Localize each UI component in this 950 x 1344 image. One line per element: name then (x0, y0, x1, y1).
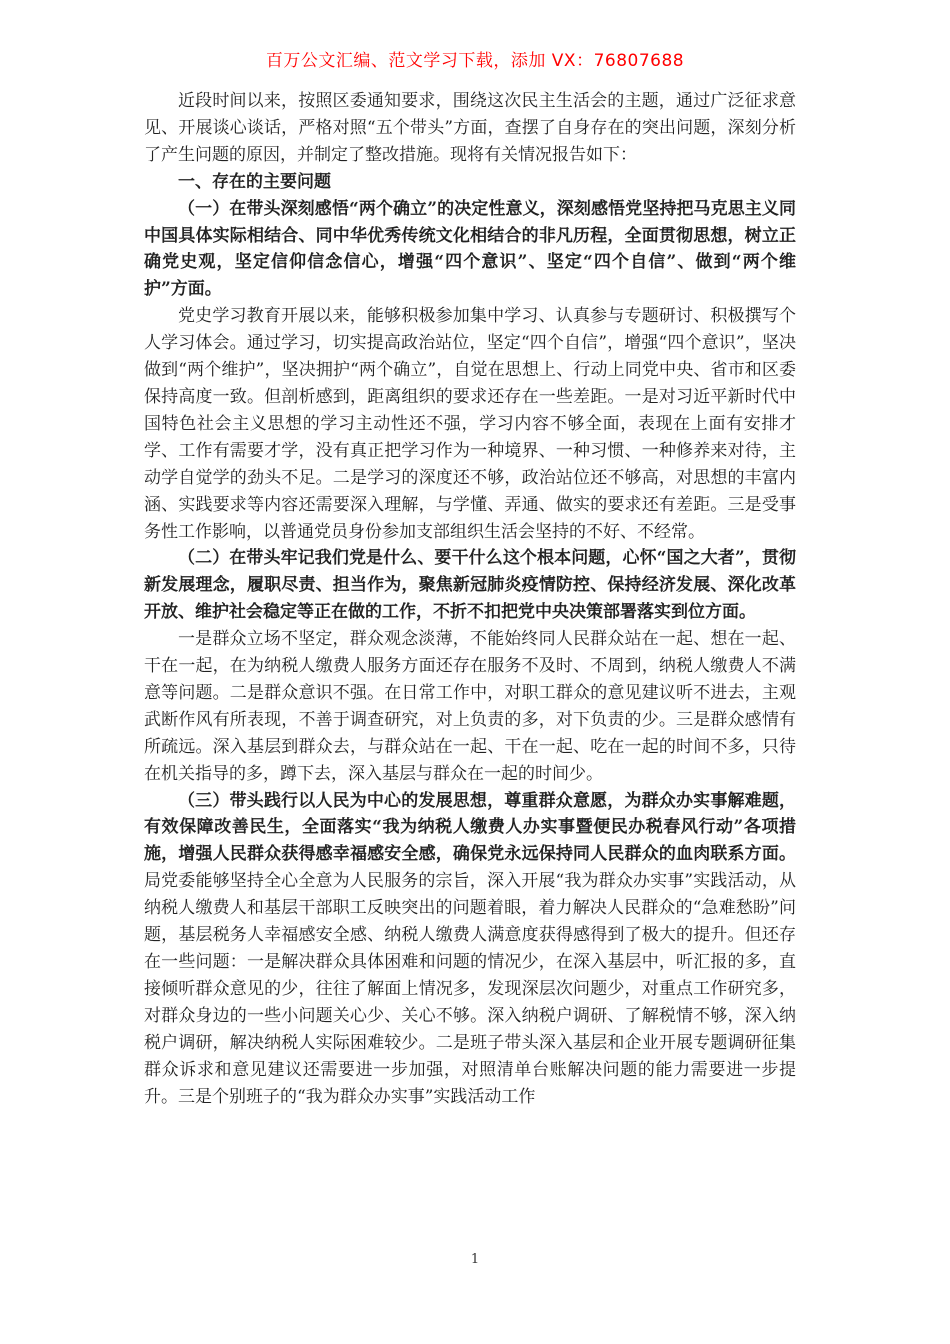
watermark-header: 百万公文汇编、范文学习下载，添加 VX：76807688 (265, 51, 685, 71)
page-number: 1 (470, 1252, 480, 1267)
subsection-1-body: 党史学习教育开展以来，能够积极参加集中学习、认真参与专题研讨、积极撰写个人学习体会。通过学习，切实提高政治站位，坚定“四个自信”，增强“四个意识”，坚决做到“两个维护”，坚决拥护“两个确立”，自觉在思想上、行动上同党中央、省市和区委保持高度一致。但剖析感到，距离组织的要求还存在一些差距。一是对习近平新时代中国特色社会主义思想的学习主动性还不强，学习内容不够全面，表现在上面有安排才学、工作有需要才学，没有真正把学习作为一种境界、一种习惯、一种修养来对待，主动学自觉学的劲头不足。二是学习的深度还不够，政治站位还不够高，对思想的丰富内涵、实践要求等内容还需要深入理解，与学懂、弄通、做实的要求还有差距。三是受事务性工作影响，以普通党员身份参加支部组织生活会坚持的不好、不经常。 (144, 306, 796, 542)
document-body (144, 88, 796, 1110)
subsection-2-heading: （二）在带头牢记我们党是什么、要干什么这个根本问题，心怀“国之大者”，贯彻新发展理念，履职尽责、担当作为，聚焦新冠肺炎疫情防控、保持经济发展、深化改革开放、维护社会稳定等正在做的工作，不折不扣把党中央决策部署落实到位方面。 (144, 548, 796, 623)
section-title: 一、存在的主要问题 (178, 171, 331, 192)
subsection-3-paragraph (144, 788, 796, 1111)
subsection-2-body: 一是群众立场不坚定，群众观念淡薄，不能始终同人民群众站在一起、想在一起、干在一起，在为纳税人缴费人服务方面还存在服务不及时、不周到，纳税人缴费人不满意等问题。二是群众意识不强。在日常工作中，对职工群众的意见建议听不进去，主观武断作风有所表现，不善于调查研究，对上负责的多，对下负责的少。三是群众感情有所疏远。深入基层到群众去，与群众站在一起、干在一起、吃在一起的时间不多，只待在机关指导的多，蹲下去，深入基层与群众在一起的时间少。 (144, 629, 796, 784)
subsection-3-body: 局党委能够坚持全心全意为人民服务的宗旨，深入开展“我为群众办实事”实践活动，从纳税人缴费人和基层干部职工反映突出的问题着眼，着力解决人民群众的“急难愁盼”问题，基层税务人幸福感安全感、纳税人缴费人满意度获得感得到了极大的提升。但还存在一些问题：一是解决群众具体困难和问题的情况少，在深入基层中，听汇报的多，直接倾听群众意见的少，往往了解面上情况多，发现深层次问题少，对重点工作研究多，对群众身边的一些小问题关心少、关心不够。深入纳税户调研、了解税情不够，深入纳税户调研，解决纳税人实际困难较少。二是班子带头深入基层和企业开展专题调研征集群众诉求和意见建议还需要进一步加强，对照清单台账解决问题的能力需要进一步提升。三是个别班子的“我为群众办实事”实践活动工作 (144, 871, 796, 1107)
intro-paragraph: 近段时间以来，按照区委通知要求，围绕这次民主生活会的主题，通过广泛征求意见、开展谈心谈话，严格对照“五个带头”方面，查摆了自身存在的突出问题，深刻分析了产生问题的原因，并制定了整改措施。现将有关情况报告如下： (144, 91, 796, 165)
subsection-1-heading: （一）在带头深刻感悟“两个确立”的决定性意义，深刻感悟党坚持把马克思主义同中国具体实际相结合、同中华优秀传统文化相结合的非凡历程，全面贯彻思想，树立正确党史观，坚定信仰信念信心，增强“四个意识”、坚定“四个自信”、做到“两个维护”方面。 (144, 198, 796, 300)
subsection-3-heading: （三）带头践行以人民为中心的发展思想，尊重群众意愿，为群众办实事解难题，有效保障改善民生，全面落实“我为纳税人缴费人办实事暨便民办税春风行动”各项措施，增强人民群众获得感幸福感安全感，确保党永远保持同人民群众的血肉联系方面。 (144, 790, 796, 865)
